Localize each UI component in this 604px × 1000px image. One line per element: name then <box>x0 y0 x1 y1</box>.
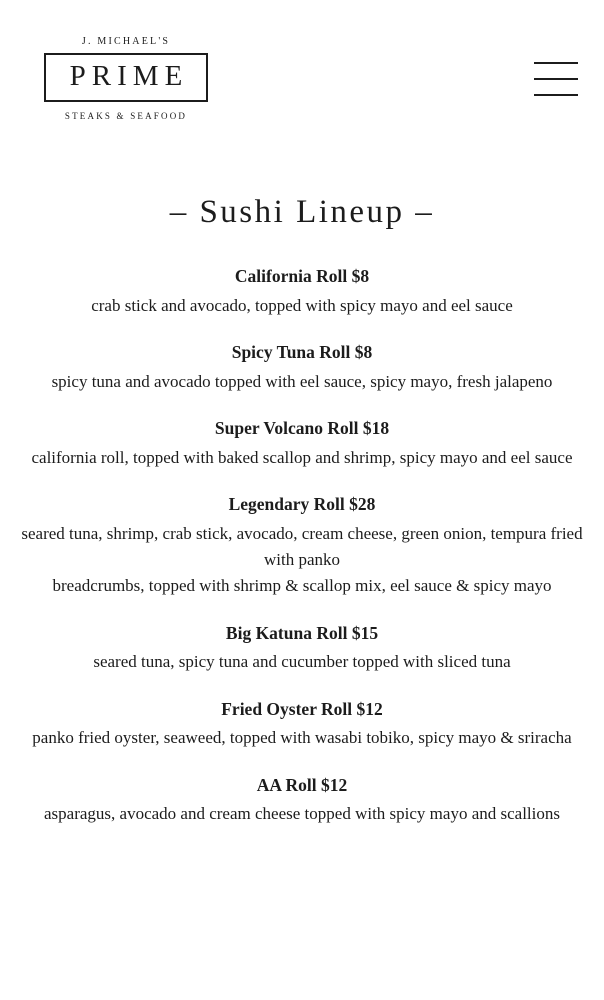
site-header <box>0 0 604 150</box>
menu-item <box>18 341 586 395</box>
menu-item-description: spicy tuna and avocado topped with eel sauce, spicy mayo, fresh jalapeno <box>51 371 553 391</box>
menu-item-name: California Roll $8 <box>234 266 370 286</box>
brand-logo[interactable] <box>26 36 226 121</box>
menu-item-description: crab stick and avocado, topped with spicy mayo and eel sauce <box>91 295 513 315</box>
hamburger-menu-icon[interactable] <box>534 62 578 96</box>
menu-item-description: asparagus, avocado and cream cheese topped with spicy mayo and scallions <box>44 804 560 824</box>
menu-item-description: seared tuna, shrimp, crab stick, avocado, cream cheese, green onion, tempura fried with panko <box>21 523 583 569</box>
sushi-menu-list <box>0 265 604 827</box>
menu-item-name: Big Katuna Roll $15 <box>225 622 379 643</box>
hamburger-bar-2 <box>534 78 578 80</box>
menu-item <box>18 774 586 828</box>
menu-item-description: seared tuna, spicy tuna and cucumber topped with sliced tuna <box>93 652 511 672</box>
hamburger-bar-3 <box>534 94 578 96</box>
page-title: – Sushi Lineup – <box>169 194 435 230</box>
menu-item-description: california roll, topped with baked scallop and shrimp, spicy mayo and eel sauce <box>31 447 573 467</box>
menu-item <box>18 698 586 752</box>
menu-item-description: panko fried oyster, seaweed, topped with wasabi tobiko, spicy mayo & sriracha <box>32 728 572 748</box>
brand-tagline: STEAKS & SEAFOOD <box>64 111 188 121</box>
menu-item-name: AA Roll $12 <box>256 774 348 795</box>
menu-item <box>18 493 586 600</box>
brand-name-box <box>44 53 208 102</box>
hamburger-bar-1 <box>534 62 578 64</box>
menu-item-name: Super Volcano Roll $18 <box>214 417 390 438</box>
menu-item <box>18 265 586 319</box>
brand-top-line: J. MICHAEL'S <box>81 36 171 47</box>
menu-item-name: Fried Oyster Roll $12 <box>221 698 383 719</box>
menu-item-name: Legendary Roll $28 <box>228 493 376 514</box>
menu-item <box>18 622 586 676</box>
brand-name: PRIME <box>69 60 189 92</box>
menu-item-name: Spicy Tuna Roll $8 <box>231 341 373 362</box>
menu-item-description-continued: breadcrumbs, topped with shrimp & scallop mix, eel sauce & spicy mayo <box>52 576 552 596</box>
menu-item <box>18 417 586 471</box>
